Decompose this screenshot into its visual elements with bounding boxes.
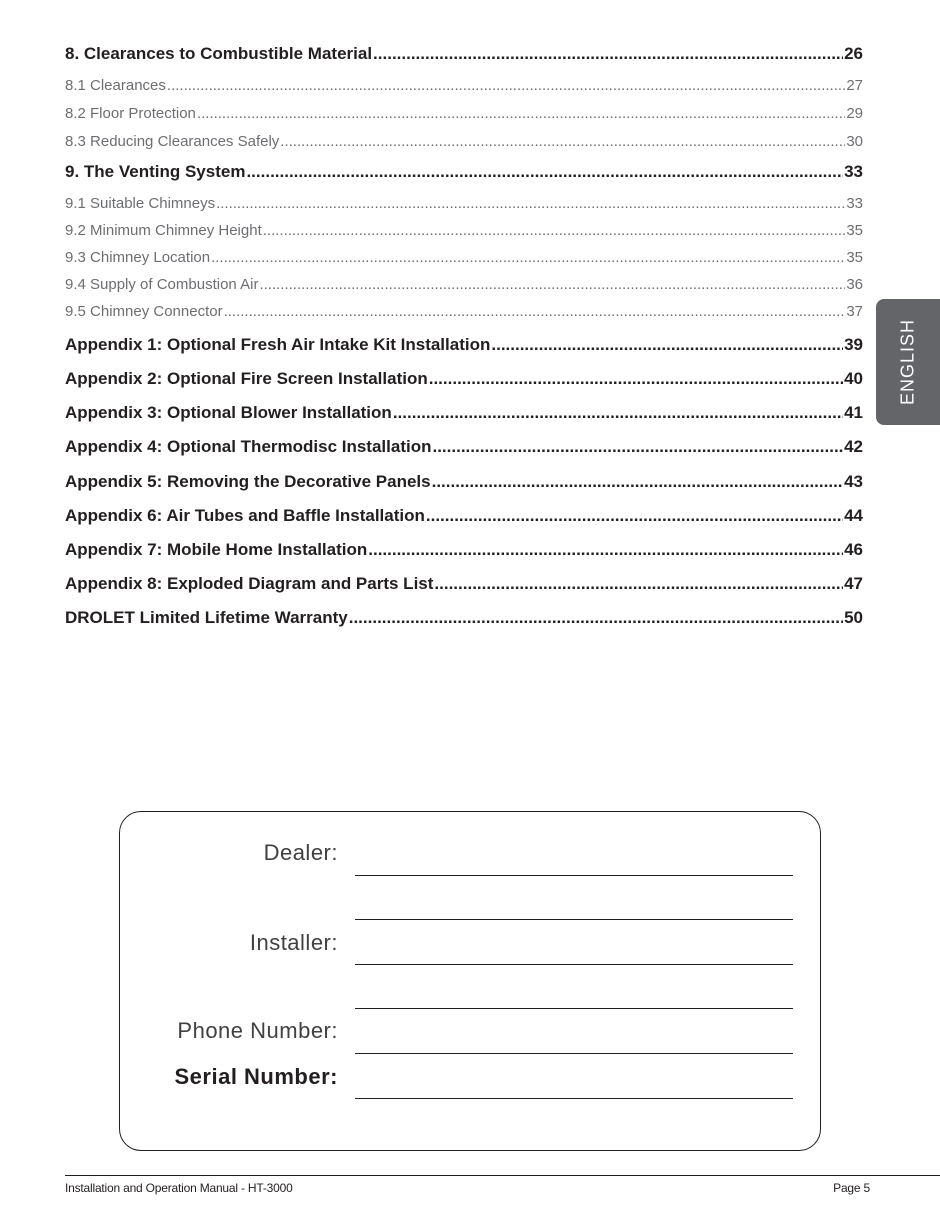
toc-entry-page: 47 [844,574,863,593]
toc-entry-label: 8.1 Clearances [65,77,166,94]
toc-dot-leader [368,540,843,560]
toc-entry-label: Appendix 3: Optional Blower Installation [65,403,392,422]
toc-entry-label: 8.2 Floor Protection [65,105,196,122]
toc-entry[interactable] [65,195,863,212]
toc-entry-label: 8. Clearances to Combustible Material [65,44,373,63]
toc-entry[interactable] [65,162,863,182]
toc-entry-label: Appendix 1: Optional Fresh Air Intake Kit Installation [65,335,491,354]
dealer-label: Dealer: [263,840,338,865]
toc-entry-page: 36 [846,276,863,293]
toc-entry[interactable] [65,506,863,526]
toc-entry-page: 26 [844,44,863,63]
toc-entry[interactable] [65,369,863,389]
installer-label: Installer: [249,930,338,955]
toc-dot-leader [263,222,846,239]
toc-dot-leader [426,506,843,526]
toc-entry-page: 27 [846,77,863,94]
toc-dot-leader [491,335,843,355]
toc-entry[interactable] [65,249,863,266]
toc-entry-label: 9.1 Suitable Chimneys [65,195,216,212]
phone-number-label: Phone Number: [177,1018,338,1043]
toc-dot-leader [224,303,846,320]
serial-number-field-line[interactable] [355,1098,793,1099]
toc-entry[interactable] [65,472,863,492]
toc-entry-label: 9.3 Chimney Location [65,249,211,266]
toc-entry-page: 35 [846,222,863,239]
toc-entry-label: Appendix 6: Air Tubes and Baffle Installation [65,506,425,525]
toc-entry-page: 39 [844,335,863,354]
toc-entry-label: 9. The Venting System [65,162,246,181]
toc-dot-leader [216,195,845,212]
toc-entry[interactable] [65,437,863,457]
toc-entry-page: 30 [846,133,863,150]
toc-dot-leader [432,472,843,492]
toc-dot-leader [434,574,843,594]
dealer-field-line-2[interactable] [355,919,793,920]
toc-dot-leader [211,249,845,266]
toc-dot-leader [432,437,843,457]
toc-entry-label: Appendix 5: Removing the Decorative Panels [65,472,431,491]
footer-divider [65,1175,940,1176]
toc-entry[interactable] [65,276,863,293]
toc-entry[interactable] [65,403,863,423]
toc-dot-leader [429,369,843,389]
toc-entry-label: Appendix 8: Exploded Diagram and Parts List [65,574,434,593]
toc-entry[interactable] [65,303,863,320]
toc-dot-leader [393,403,843,423]
toc-entry[interactable] [65,44,863,64]
toc-dot-leader [259,276,845,293]
toc-entry-label: Appendix 4: Optional Thermodisc Installation [65,437,432,456]
footer-page-number: Page 5 [833,1181,870,1195]
installer-field-line[interactable] [355,964,793,965]
toc-dot-leader [349,608,843,628]
installer-field-line-2[interactable] [355,1008,793,1009]
toc-entry-page: 37 [846,303,863,320]
dealer-info-box [119,811,821,1151]
toc-dot-leader [167,77,845,94]
language-tab [876,299,940,425]
toc-entry-page: 50 [844,608,863,627]
language-tab-label: ENGLISH [897,318,918,406]
toc-dot-leader [373,44,843,64]
toc-entry[interactable] [65,133,863,150]
toc-entry-page: 29 [846,105,863,122]
toc-entry-label: DROLET Limited Lifetime Warranty [65,608,348,627]
toc-entry-label: 8.3 Reducing Clearances Safely [65,133,280,150]
toc-entry[interactable] [65,540,863,560]
toc-entry-page: 43 [844,472,863,491]
toc-entry-page: 35 [846,249,863,266]
toc-entry-label: Appendix 7: Mobile Home Installation [65,540,368,559]
toc-entry[interactable] [65,335,863,355]
toc-entry[interactable] [65,574,863,594]
serial-number-label: Serial Number: [174,1064,338,1089]
toc-entry-page: 44 [844,506,863,525]
dealer-field-line[interactable] [355,875,793,876]
toc-dot-leader [197,105,845,122]
toc-dot-leader [246,162,843,182]
toc-entry-label: 9.5 Chimney Connector [65,303,223,320]
footer-manual-title: Installation and Operation Manual - HT-3000 [65,1181,293,1195]
toc-entry[interactable] [65,77,863,94]
toc-entry-page: 42 [844,437,863,456]
toc-entry-label: Appendix 2: Optional Fire Screen Installation [65,369,428,388]
toc-entry-page: 40 [844,369,863,388]
toc-entry-page: 41 [844,403,863,422]
toc-entry-page: 46 [844,540,863,559]
toc-entry-label: 9.2 Minimum Chimney Height [65,222,262,239]
toc-entry-page: 33 [846,195,863,212]
phone-number-field-line[interactable] [355,1053,793,1054]
toc-entry[interactable] [65,222,863,239]
toc-entry-page: 33 [844,162,863,181]
toc-entry[interactable] [65,105,863,122]
toc-dot-leader [280,133,845,150]
toc-entry-label: 9.4 Supply of Combustion Air [65,276,259,293]
toc-entry[interactable] [65,608,863,628]
